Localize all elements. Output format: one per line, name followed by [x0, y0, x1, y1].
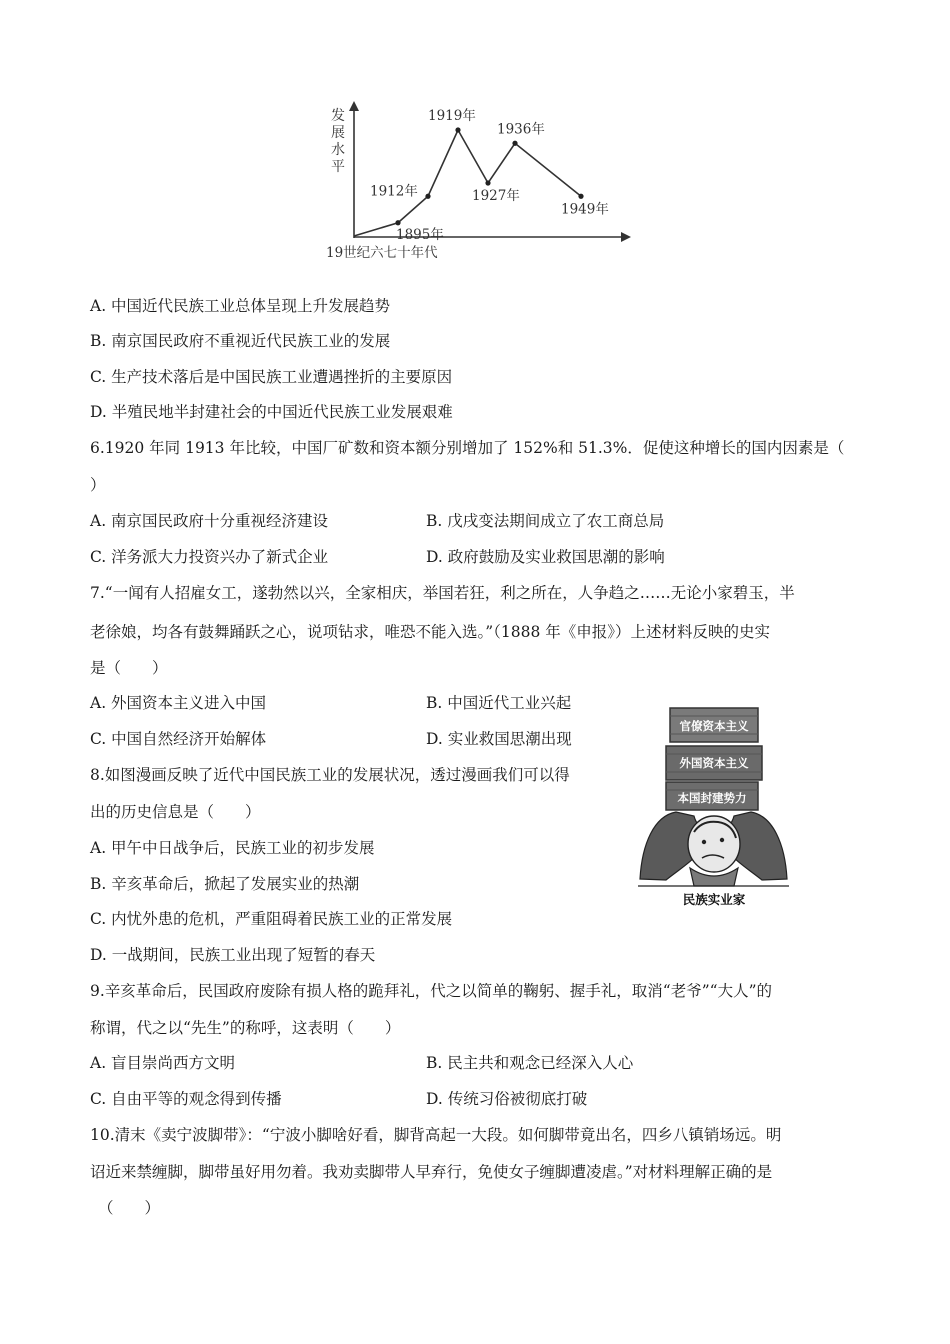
x-axis-arrow: [621, 232, 631, 242]
q9-option-c: C. 自由平等的观念得到传播: [90, 1090, 282, 1108]
block-bureaucratic-capital: [670, 708, 758, 742]
y-axis-label: [331, 108, 345, 175]
y-axis-label-char: 水: [331, 142, 345, 158]
q7-option-b: B. 中国近代工业兴起: [426, 694, 572, 712]
block-label: 官僚资本主义: [679, 719, 749, 733]
q10-stem-line1: 10.清末《卖宁波脚带》：“宁波小脚啥好看，脚背高起一大段。如何脚带竟出名，四乡八镇销场远。明: [90, 1126, 782, 1144]
q5-option-b: B. 南京国民政府不重视近代民族工业的发展: [90, 332, 391, 350]
chart-series: [354, 107, 609, 243]
data-point: [395, 220, 400, 225]
q5-option-a: A. 中国近代民族工业总体呈现上升发展趋势: [90, 297, 391, 315]
q9-stem-line2: 称谓，代之以“先生”的称呼，这表明（ ）: [90, 1019, 401, 1037]
y-axis-label-char: 平: [331, 159, 345, 175]
x-axis-label: 19世纪六七十年代: [326, 245, 438, 261]
q6-option-d: D. 政府鼓励及实业救国思潮的影响: [426, 548, 665, 566]
y-axis-arrow: [349, 101, 359, 111]
y-axis-label-char: 发: [331, 108, 345, 124]
q7-option-a: A. 外国资本主义进入中国: [90, 694, 267, 712]
block-foreign-capital: [666, 746, 762, 780]
data-point: [578, 194, 583, 199]
q10-stem-line2: 诏近来禁缠脚，脚带虽好用勿着。我劝卖脚带人早弃行，免使女子缠脚遭凌虐。”对材料理解正确的是: [90, 1163, 773, 1181]
q9-option-d: D. 传统习俗被彻底打破: [426, 1090, 588, 1108]
data-point: [512, 141, 517, 146]
q8-stem-line2: 出的历史信息是（ ）: [90, 803, 261, 821]
data-point-label: 1949年: [561, 201, 609, 218]
q7-option-d: D. 实业救国思潮出现: [426, 730, 572, 748]
q9-option-b: B. 民主共和观念已经深入人心: [426, 1054, 634, 1072]
q7-stem-line3: 是（ ）: [90, 659, 168, 677]
q6-option-c: C. 洋务派大力投资兴办了新式企业: [90, 548, 329, 566]
block-label: 外国资本主义: [679, 756, 749, 770]
y-axis-label-char: 展: [331, 125, 345, 141]
q9-option-a: A. 盲目崇尚西方文明: [90, 1054, 236, 1072]
q6-option-b: B. 戊戌变法期间成立了农工商总局: [426, 512, 665, 530]
data-point: [455, 127, 460, 132]
industry-development-chart: [318, 100, 638, 270]
block-feudal-forces: [666, 782, 758, 810]
q6-stem-line1: 6.1920 年同 1913 年比较，中国厂矿数和资本额分别增加了 152%和 51.3%．促使这种增长的国内因素是（: [90, 439, 845, 457]
cartoon-caption: 民族实业家: [682, 892, 746, 907]
q7-stem-line1: 7.“一闻有人招雇女工，遂勃然以兴，全家相庆，举国若狂，利之所在，人争趋之……无论小家碧玉，半: [90, 584, 795, 602]
q7-option-c: C. 中国自然经济开始解体: [90, 730, 267, 748]
q7-stem-line2: 老徐娘，均各有鼓舞踊跃之心，说项钻求，唯恐不能入选。”（1888 年《申报》）上述材料反映的史实: [90, 623, 771, 641]
q8-option-c: C. 内忧外患的危机，严重阻碍着民族工业的正常发展: [90, 910, 453, 928]
q8-option-b: B. 辛亥革命后，掀起了发展实业的热潮: [90, 875, 360, 893]
data-point-label: 1927年: [472, 188, 520, 204]
data-point-label: 1895年: [396, 226, 444, 243]
q9-stem-line1: 9.辛亥革命后，民国政府废除有损人格的跪拜礼，代之以简单的鞠躬、握手礼，取消“老爷”“大人”的: [90, 982, 772, 1000]
national-industrialist-cartoon: [636, 704, 791, 909]
q10-stem-line3: （ ）: [98, 1199, 161, 1217]
data-point-label: 1912年: [370, 183, 418, 200]
q6-stem-line2: ）: [90, 476, 106, 494]
q5-option-d: D. 半殖民地半封建社会的中国近代民族工业发展艰难: [90, 403, 453, 421]
q6-option-a: A. 南京国民政府十分重视经济建设: [90, 512, 329, 530]
crushed-figure: [640, 812, 787, 886]
q8-option-d: D. 一战期间，民族工业出现了短暂的春天: [90, 946, 376, 964]
block-label: 本国封建势力: [677, 791, 747, 805]
q8-stem-line1: 8.如图漫画反映了近代中国民族工业的发展状况，透过漫画我们可以得: [90, 766, 570, 784]
data-point: [425, 194, 430, 199]
q8-option-a: A. 甲午中日战争后，民族工业的初步发展: [90, 839, 375, 857]
data-point-label: 1936年: [497, 121, 545, 138]
data-point-label: 1919年: [428, 108, 476, 124]
q5-option-c: C. 生产技术落后是中国民族工业遭遇挫折的主要原因: [90, 368, 453, 386]
data-point: [485, 180, 490, 185]
